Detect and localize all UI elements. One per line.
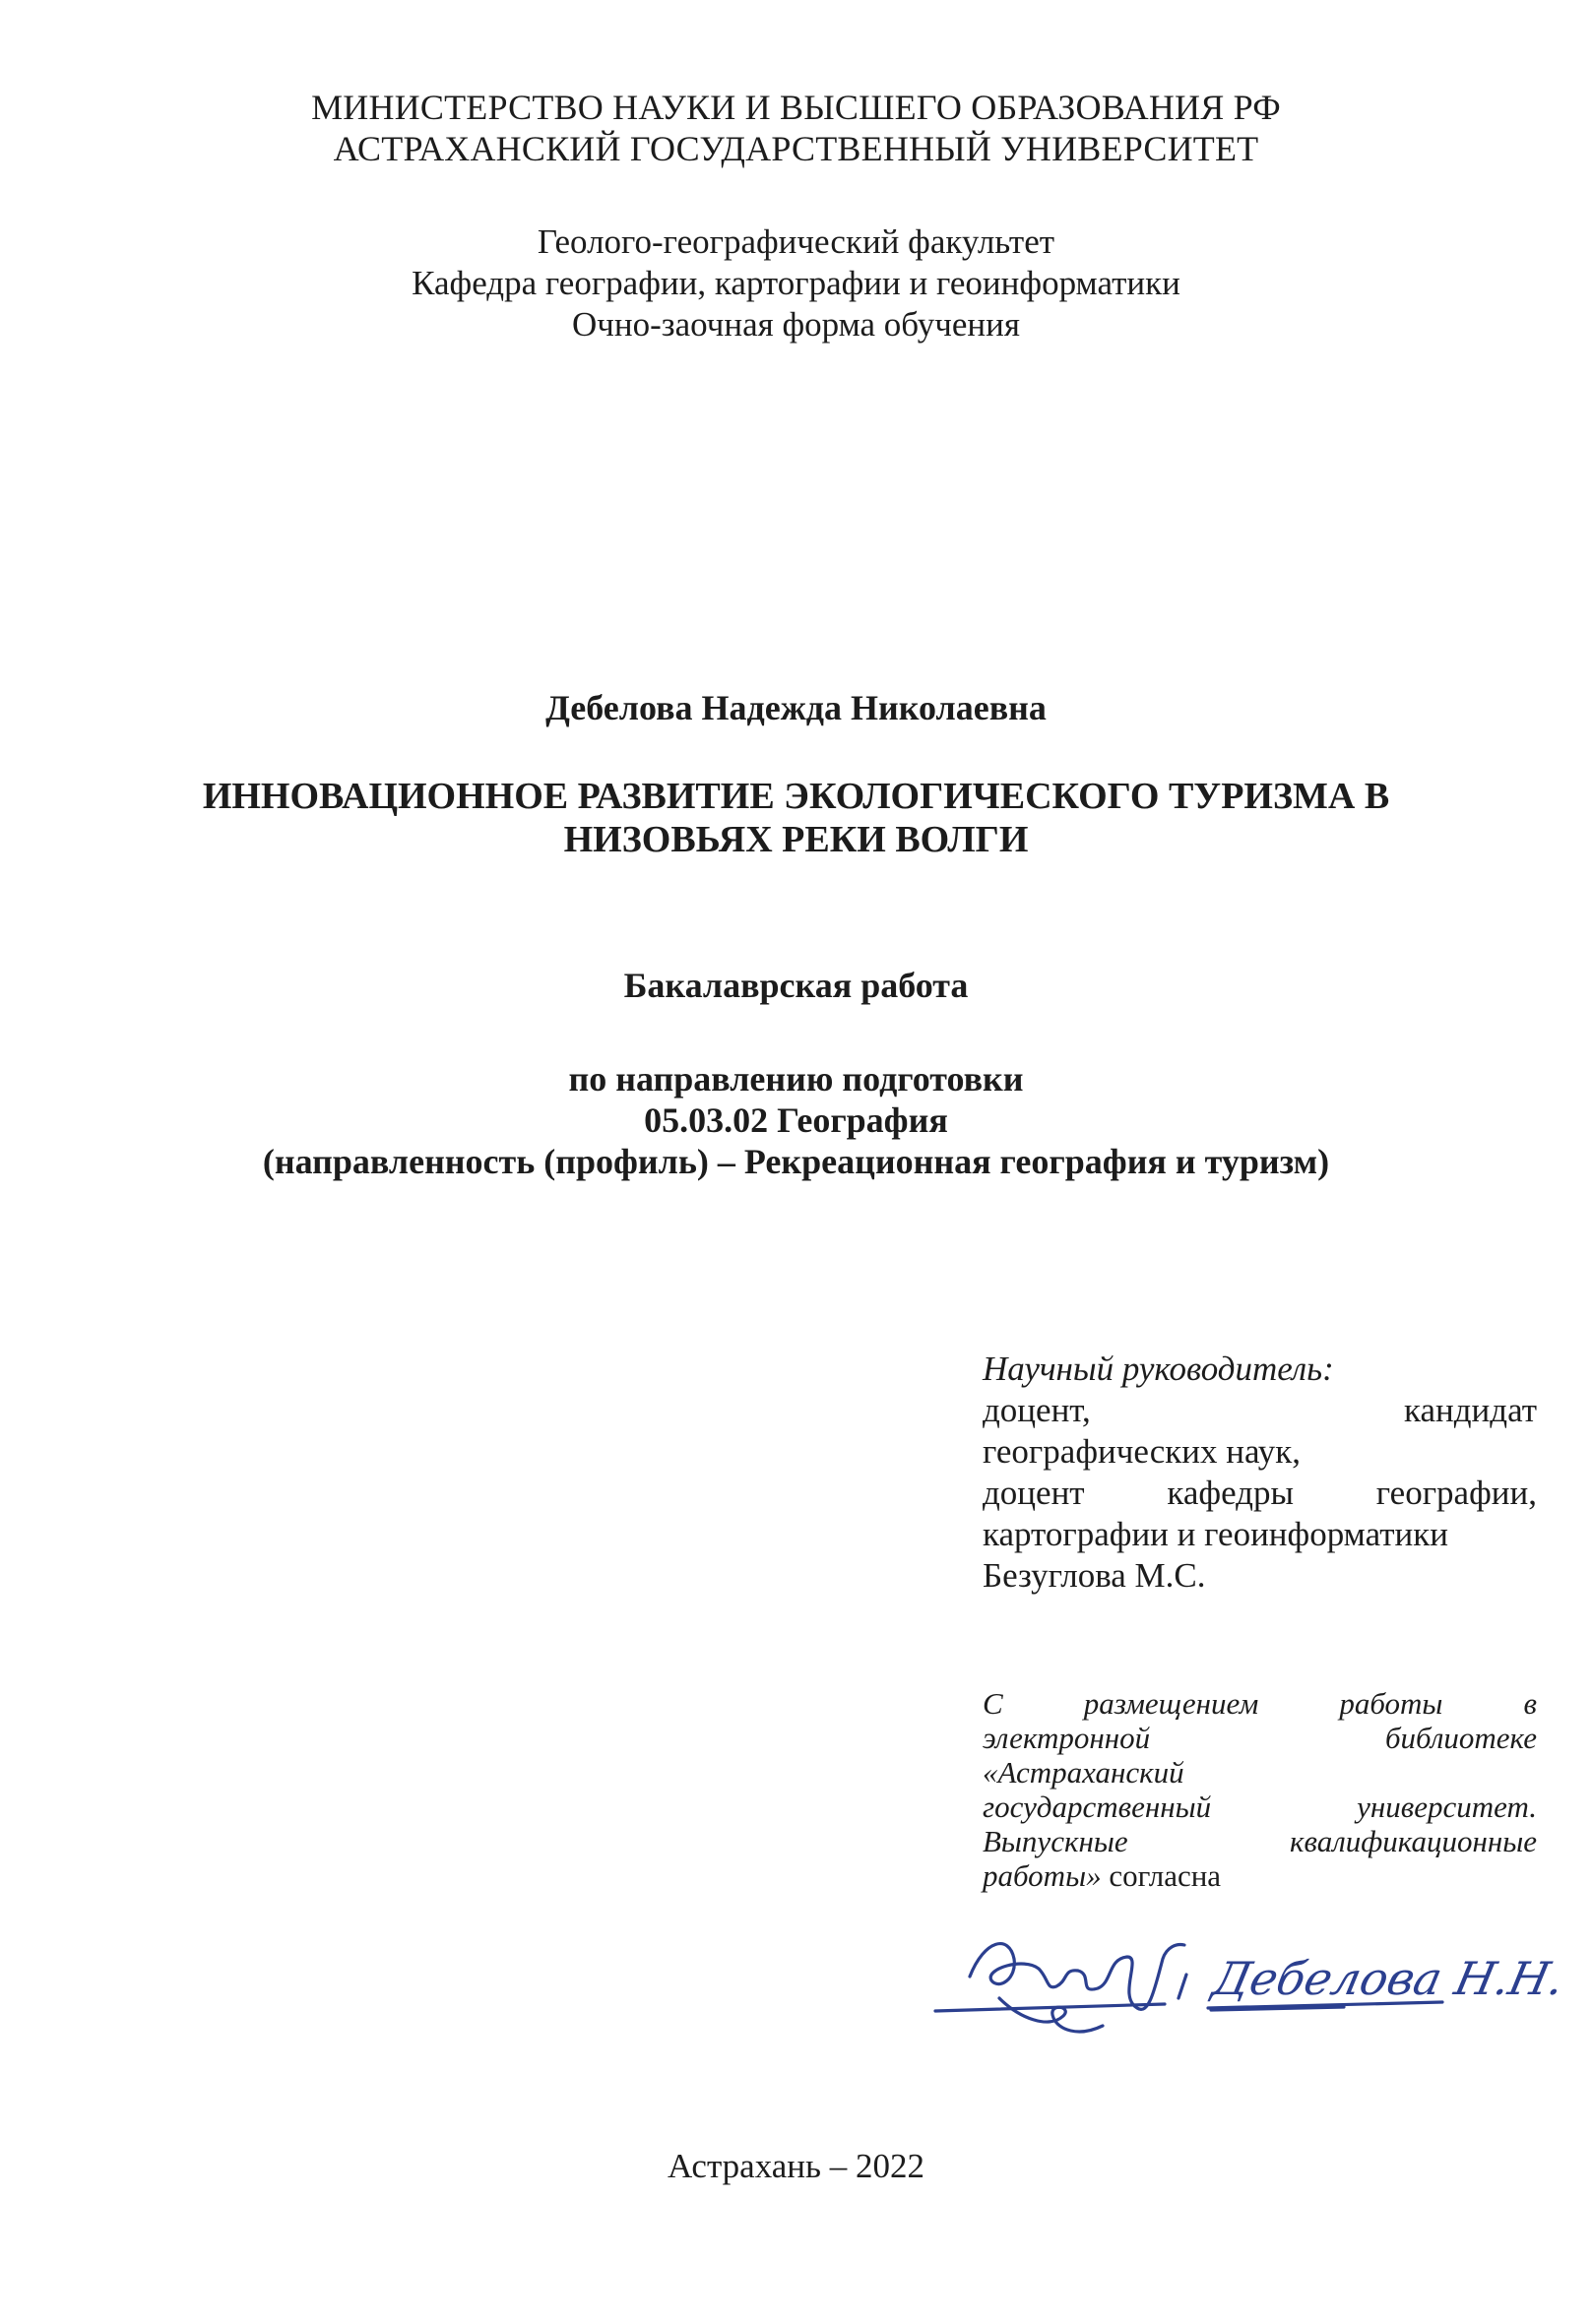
signature-area	[930, 1900, 1560, 2047]
city-year: Астрахань – 2022	[668, 2147, 924, 2185]
name-signature: Дебелова Н.Н.	[1208, 1952, 1560, 2005]
direction-code: 05.03.02 География	[644, 1100, 948, 1140]
consent-word: квалификационные	[1289, 1824, 1537, 1858]
consent-word: работы	[1339, 1686, 1443, 1721]
thesis-title-line-2: НИЗОВЬЯХ РЕКИ ВОЛГИ	[563, 819, 1029, 860]
ministry-name: МИНИСТЕРСТВО НАУКИ И ВЫСШЕГО ОБРАЗОВАНИЯ РФ	[311, 88, 1281, 127]
organization-header	[0, 87, 1592, 169]
signature-svg	[930, 1900, 1560, 2047]
consent-word: в	[1523, 1686, 1537, 1721]
faculty-block	[0, 221, 1592, 345]
supervisor-position: доцент,	[983, 1391, 1091, 1429]
consent-line-6	[983, 1858, 1537, 1893]
supervisor-department-geo: географии,	[1375, 1474, 1537, 1512]
consent-word: университет.	[1357, 1790, 1537, 1824]
study-form: Очно-заочная форма обучения	[572, 305, 1020, 344]
consent-word: размещением	[1083, 1686, 1259, 1721]
supervisor-degree-start: кандидат	[1403, 1391, 1537, 1429]
supervisor-position-2: доцент	[983, 1474, 1085, 1512]
signature-separator	[1178, 1975, 1186, 1998]
consent-word: С	[983, 1686, 1003, 1721]
supervisor-line-1	[983, 1390, 1537, 1431]
supervisor-line-3	[983, 1473, 1537, 1514]
thesis-title-line-1: ИННОВАЦИОННОЕ РАЗВИТИЕ ЭКОЛОГИЧЕСКОГО ТУРИЗМА В	[202, 776, 1390, 817]
consent-word: государственный	[983, 1790, 1212, 1824]
consent-word: работы»	[983, 1858, 1102, 1893]
consent-line-1	[983, 1686, 1537, 1721]
library-consent-note	[983, 1686, 1537, 1893]
thesis-title	[0, 775, 1592, 861]
consent-line-4	[983, 1790, 1537, 1824]
consent-line-2	[983, 1721, 1537, 1755]
consent-word: электронной	[983, 1721, 1151, 1755]
direction-line-1: по направлению подготовки	[568, 1059, 1024, 1099]
university-name: АСТРАХАНСКИЙ ГОСУДАРСТВЕННЫЙ УНИВЕРСИТЕТ	[333, 129, 1259, 168]
consent-word: Выпускные	[983, 1824, 1128, 1858]
work-type: Бакалаврская работа	[623, 966, 969, 1005]
study-direction	[0, 1058, 1592, 1182]
consent-word: согласна	[1109, 1858, 1222, 1893]
consent-line-5	[983, 1824, 1537, 1858]
consent-word: библиотеке	[1384, 1721, 1537, 1755]
supervisor-block	[983, 1349, 1537, 1597]
department-name: Кафедра географии, картографии и геоинформатики	[412, 264, 1180, 302]
consent-line-3: «Астраханский	[983, 1755, 1184, 1790]
supervisor-role-label: Научный руководитель:	[983, 1350, 1334, 1388]
supervisor-name: Безуглова М.С.	[983, 1556, 1206, 1595]
faculty-name: Геолого-географический факультет	[537, 222, 1055, 261]
author-name: Дебелова Надежда Николаевна	[545, 688, 1047, 727]
direction-profile: (направленность (профиль) – Рекреационная география и туризм)	[262, 1142, 1330, 1181]
supervisor-degree: географических наук,	[983, 1432, 1301, 1471]
supervisor-department-word: кафедры	[1167, 1474, 1294, 1512]
supervisor-department: картографии и геоинформатики	[983, 1515, 1448, 1553]
